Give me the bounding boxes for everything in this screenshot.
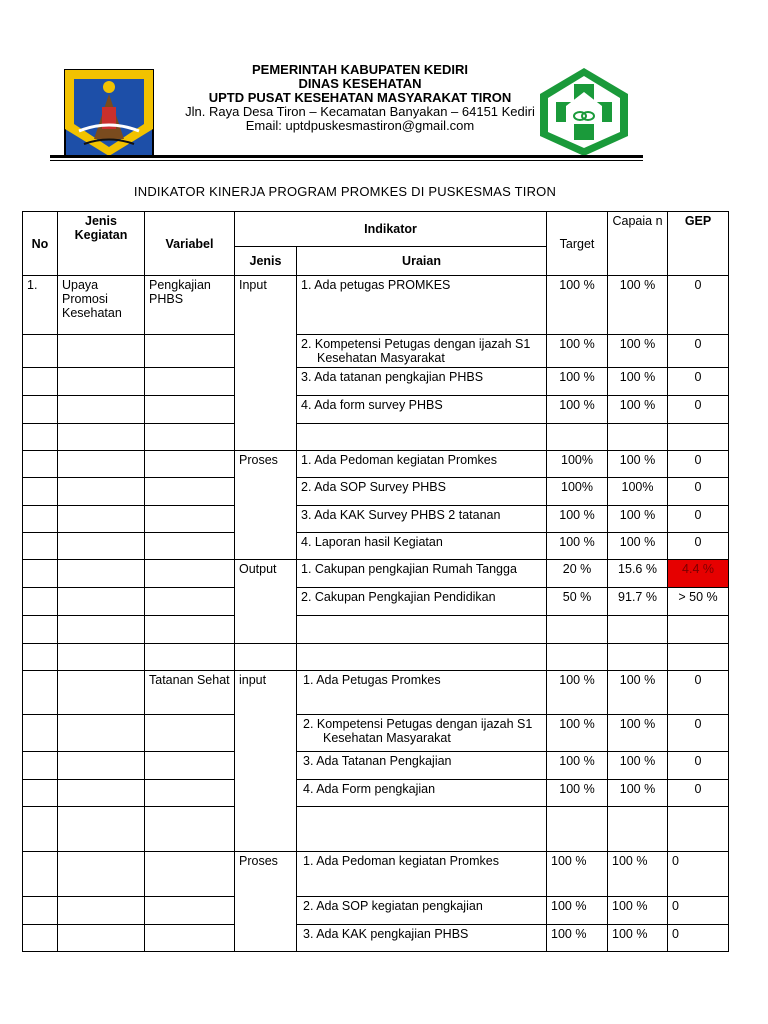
cell-capaian: 100 % [608,396,668,424]
cell-uraian: 1. Ada petugas PROMKES [297,276,547,335]
cell-capaian: 100 % [608,780,668,807]
cell-target: 100 % [547,752,608,780]
cell-capaian: 100 % [608,852,668,897]
cell-kegiatan: Upaya Promosi Kesehatan [58,276,145,335]
cell-capaian: 100 % [608,925,668,952]
letterhead-line-3: UPTD PUSAT KESEHATAN MASYARAKAT TIRON [208,90,512,105]
kabupaten-kediri-emblem-icon [64,69,154,157]
table-row [23,533,729,560]
cell-gep: 0 [668,368,729,396]
cell-uraian: 4. Ada Form pengkajian [297,780,547,807]
cell-capaian: 100% [608,478,668,506]
document-title: INDIKATOR KINERJA PROGRAM PROMKES DI PUSKESMAS TIRON [133,184,557,199]
letterhead-line-2: DINAS KESEHATAN [298,76,422,91]
header-uraian: Uraian [297,247,547,276]
cell-target: 20 % [547,560,608,588]
cell-gep: 0 [668,780,729,807]
cell-gep: 0 [668,396,729,424]
cell-uraian: 3. Ada Tatanan Pengkajian [297,752,547,780]
cell-no: 1. [23,276,58,335]
cell-gep: 0 [668,752,729,780]
cell-target: 100 % [547,897,608,925]
cell-capaian: 100 % [608,533,668,560]
cell-target: 100% [547,451,608,478]
letterhead-email: Email: uptdpuskesmastiron@gmail.com [245,118,475,133]
header-variabel: Variabel [145,212,235,276]
table-row [23,897,729,925]
cell-jenis: Proses [235,451,297,560]
cell-capaian: 100 % [608,451,668,478]
cell-uraian: 1. Ada Petugas Promkes [297,671,547,715]
cell-gep: 0 [668,925,729,952]
header-jenis: Jenis [235,247,297,276]
cell-uraian: 1. Ada Pedoman kegiatan Promkes [297,852,547,897]
table-row [23,588,729,616]
cell-capaian: 100 % [608,715,668,752]
header-jenis-kegiatan: Jenis Kegiatan [58,212,145,276]
cell-uraian: 1. Cakupan pengkajian Rumah Tangga [297,560,547,588]
table-row [23,506,729,533]
table-row [23,276,729,335]
header-gep: GEP [668,212,729,276]
table-row [23,335,729,368]
table-row [23,752,729,780]
letterhead-line-1: PEMERINTAH KABUPATEN KEDIRI [252,62,468,77]
table-row [23,368,729,396]
cell-target: 50 % [547,588,608,616]
cell-gep-alert: 4.4 % [668,560,729,588]
cell-capaian: 100 % [608,335,668,368]
cell-capaian: 100 % [608,506,668,533]
cell-capaian: 100 % [608,276,668,335]
cell-uraian: 2. Ada SOP Survey PHBS [297,478,547,506]
cell-gep: 0 [668,852,729,897]
cell-capaian: 91.7 % [608,588,668,616]
cell-target: 100 % [547,671,608,715]
table-row [23,396,729,424]
cell-uraian: 3. Ada KAK pengkajian PHBS [297,925,547,952]
cell-uraian: 1. Ada Pedoman kegiatan Promkes [297,451,547,478]
cell-gep: 0 [668,276,729,335]
table-row [23,671,729,715]
table-row [23,715,729,752]
header-indikator: Indikator [235,212,547,247]
cell-capaian: 100 % [608,671,668,715]
cell-gep: 0 [668,715,729,752]
cell-target: 100 % [547,533,608,560]
cell-uraian: 3. Ada KAK Survey PHBS 2 tatanan [297,506,547,533]
cell-gep: 0 [668,671,729,715]
cell-uraian: 4. Laporan hasil Kegiatan [297,533,547,560]
cell-uraian: 2. Ada SOP kegiatan pengkajian [297,897,547,925]
cell-jenis: input [235,671,297,852]
letterhead-address: Jln. Raya Desa Tiron – Kecamatan Banyakan – 64151 Kediri [185,104,535,119]
table-row [23,451,729,478]
cell-gep: 0 [668,335,729,368]
table-row [23,616,729,644]
cell-target: 100 % [547,396,608,424]
cell-target: 100 % [547,925,608,952]
puskesmas-logo-icon [538,66,630,158]
cell-uraian: 3. Ada tatanan pengkajian PHBS [297,368,547,396]
header-no: No [23,212,58,276]
cell-gep: 0 [668,533,729,560]
cell-gep: 0 [668,478,729,506]
cell-capaian: 100 % [608,897,668,925]
table-row [23,478,729,506]
table-row [23,644,729,671]
table-row [23,925,729,952]
cell-variabel: Tatanan Sehat [145,671,235,715]
cell-uraian: 2. Kompetensi Petugas dengan ijazah S1 Kesehatan Masyarakat [297,715,547,752]
table-row [23,780,729,807]
cell-target: 100 % [547,368,608,396]
cell-uraian: 4. Ada form survey PHBS [297,396,547,424]
cell-gep: 0 [668,451,729,478]
letterhead-rule-thin [50,160,643,161]
cell-gep: > 50 % [668,588,729,616]
table-row [23,807,729,852]
cell-target: 100 % [547,852,608,897]
cell-capaian: 100 % [608,368,668,396]
cell-jenis: Output [235,560,297,644]
table-row [23,424,729,451]
cell-uraian: 2. Cakupan Pengkajian Pendidikan [297,588,547,616]
indicator-table [22,211,729,952]
table-row [23,560,729,588]
header-target: Target [547,212,608,276]
cell-target: 100 % [547,335,608,368]
cell-target: 100 % [547,506,608,533]
letterhead-rule [50,155,643,158]
cell-target: 100 % [547,276,608,335]
cell-gep: 0 [668,506,729,533]
cell-uraian: 2. Kompetensi Petugas dengan ijazah S1 Kesehatan Masyarakat [297,335,547,368]
cell-target: 100% [547,478,608,506]
header-capaian: Capaia n [608,212,668,276]
cell-gep: 0 [668,897,729,925]
cell-target: 100 % [547,780,608,807]
cell-capaian: 15.6 % [608,560,668,588]
cell-variabel: Pengkajian PHBS [145,276,235,335]
cell-target: 100 % [547,715,608,752]
cell-jenis: Proses [235,852,297,952]
table-row [23,852,729,897]
cell-jenis: Input [235,276,297,451]
cell-capaian: 100 % [608,752,668,780]
